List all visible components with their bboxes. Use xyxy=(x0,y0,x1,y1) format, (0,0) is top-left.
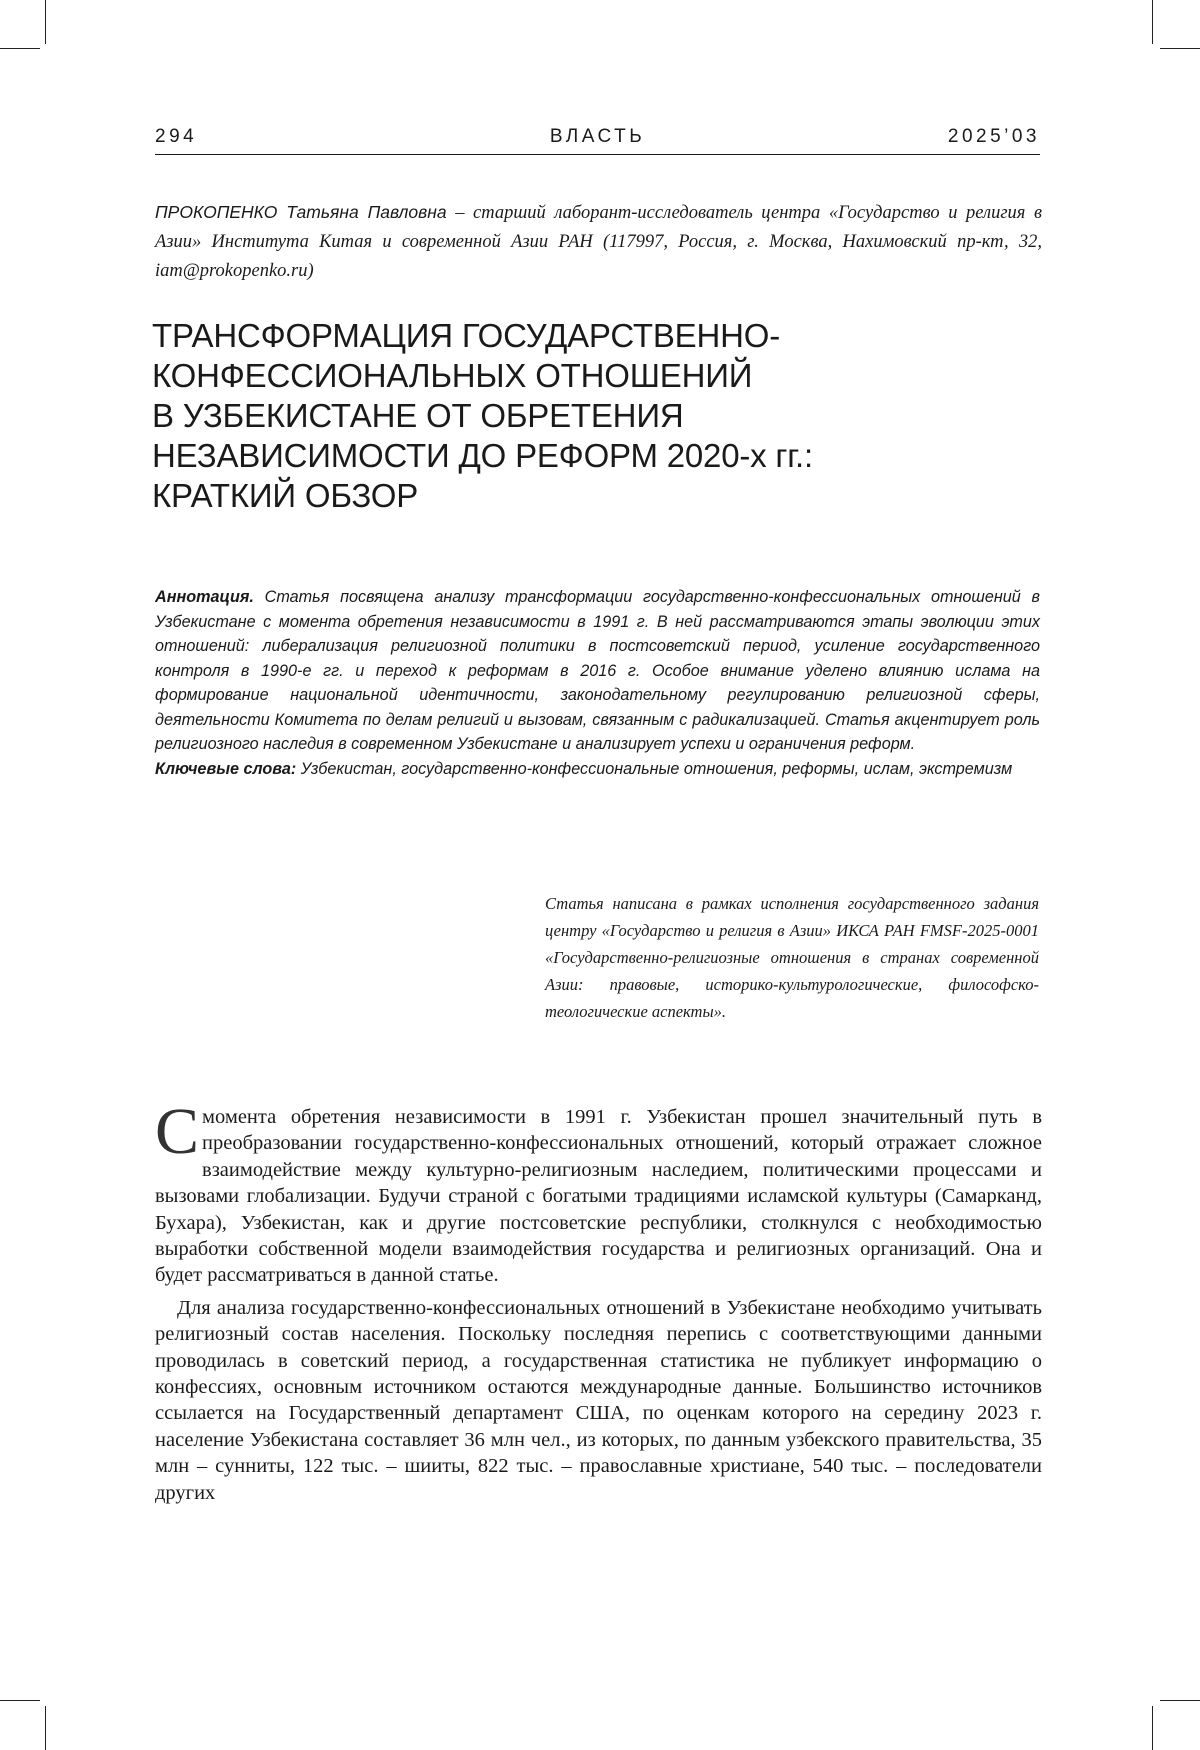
crop-mark xyxy=(0,1700,40,1701)
author-name: ПРОКОПЕНКО Татьяна Павловна xyxy=(155,202,447,222)
abstract-paragraph xyxy=(155,585,1040,757)
article-title xyxy=(152,316,1052,516)
author-info xyxy=(155,198,1042,286)
title-line: В УЗБЕКИСТАНЕ ОТ ОБРЕТЕНИЯ xyxy=(152,397,684,434)
keywords-paragraph xyxy=(155,757,1040,782)
keywords-label: Ключевые слова: xyxy=(155,759,297,778)
title-line: НЕЗАВИСИМОСТИ ДО РЕФОРМ 2020-х гг.: xyxy=(152,437,813,474)
body-paragraph: Для анализа государственно-конфессиональных отношений в Узбекистане необходимо учитывать религиозный состав населения. Поскольку последняя перепись с соответствующими данными проводилась в советский период, а государственная статистика не публикует информацию о конфессиях, основным источником остаются международные данные. Большинство источников ссылается на Государственный департамент США, по оценкам которого на середину 2023 г. население Узбекистана составляет 36 млн чел., из которых, по данным узбекского правительства, 35 млн – сунниты, 122 тыс. – шииты, 822 тыс. – православные христиане, 540 тыс. – последователи других xyxy=(155,1296,1042,1504)
title-line: КОНФЕССИОНАЛЬНЫХ ОТНОШЕНИЙ xyxy=(152,357,753,394)
abstract xyxy=(155,585,1040,781)
body-paragraph-text: момента обретения независимости в 1991 г. Узбекистан прошел значительный путь в преобразовании государственно-конфессиональных отношений, который отражает сложное взаимодействие между культурно-религиозным наследием, политическими процессами и вызовами глобализации. Будучи страной с богатыми традициями исламской культуры (Самарканд, Бухара), Узбекистан, как и другие постсоветские республики, столкнулся с необходимостью выработки собственной модели взаимодействия государства и религиозных организаций. Она и будет рассматриваться в данной статье. xyxy=(155,1106,1042,1287)
body-paragraph xyxy=(155,1095,1042,1289)
crop-mark xyxy=(1152,1706,1153,1750)
abstract-text: Статья посвящена анализу трансформации государственно-конфессиональных отношений в Узбекистане с момента обретения независимости в 1991 г. В ней рассматриваются этапы эволюции этих отношений: либерализация религиозной политики в постсоветский период, усиление государственного контроля в 1990-е гг. и переход к реформам в 2016 г. Особое внимание уделено влиянию ислама на формирование национальной идентичности, законодательному регулированию религиозной сферы, деятельности Комитета по делам религий и вызовам, связанным с радикализацией. Статья акцентирует роль религиозного наследия в современном Узбекистане и анализирует успехи и ограничения реформ. xyxy=(155,588,1040,753)
crop-mark xyxy=(1160,1700,1200,1701)
crop-mark xyxy=(0,48,40,49)
article-body xyxy=(155,1095,1042,1506)
crop-mark xyxy=(45,0,46,44)
crop-mark xyxy=(1152,0,1153,44)
author-affiliation: – старший лаборант-исследователь центра «Государство и религия в Азии» Института Китая и современной Азии РАН (117997, Россия, г. Москва, Нахимовский пр-кт, 32, iam@prokopenko.ru) xyxy=(155,203,1042,281)
page-number: 294 xyxy=(155,126,198,147)
abstract-label: Аннотация. xyxy=(155,588,254,606)
keywords-text: Узбекистан, государственно-конфессиональные отношения, реформы, ислам, экстремизм xyxy=(296,759,1013,778)
crop-mark xyxy=(1160,48,1200,49)
journal-title: ВЛАСТЬ xyxy=(549,126,646,147)
crop-mark xyxy=(45,1706,46,1750)
drop-cap: С xyxy=(155,1095,200,1168)
title-line: ТРАНСФОРМАЦИЯ ГОСУДАРСТВЕННО- xyxy=(152,317,780,354)
issue-number: 2025’03 xyxy=(947,126,1040,147)
title-line: КРАТКИЙ ОБЗОР xyxy=(152,477,419,514)
funding-note: Статья написана в рамках исполнения государственного задания центру «Государство и религия в Азии» ИКСА РАН FMSF-2025-0001 «Государственно-религиозные отношения в странах современной Азии: правовые, историко-культурологические, философско-теологические аспекты». xyxy=(545,894,1039,1021)
running-header xyxy=(155,126,1040,155)
